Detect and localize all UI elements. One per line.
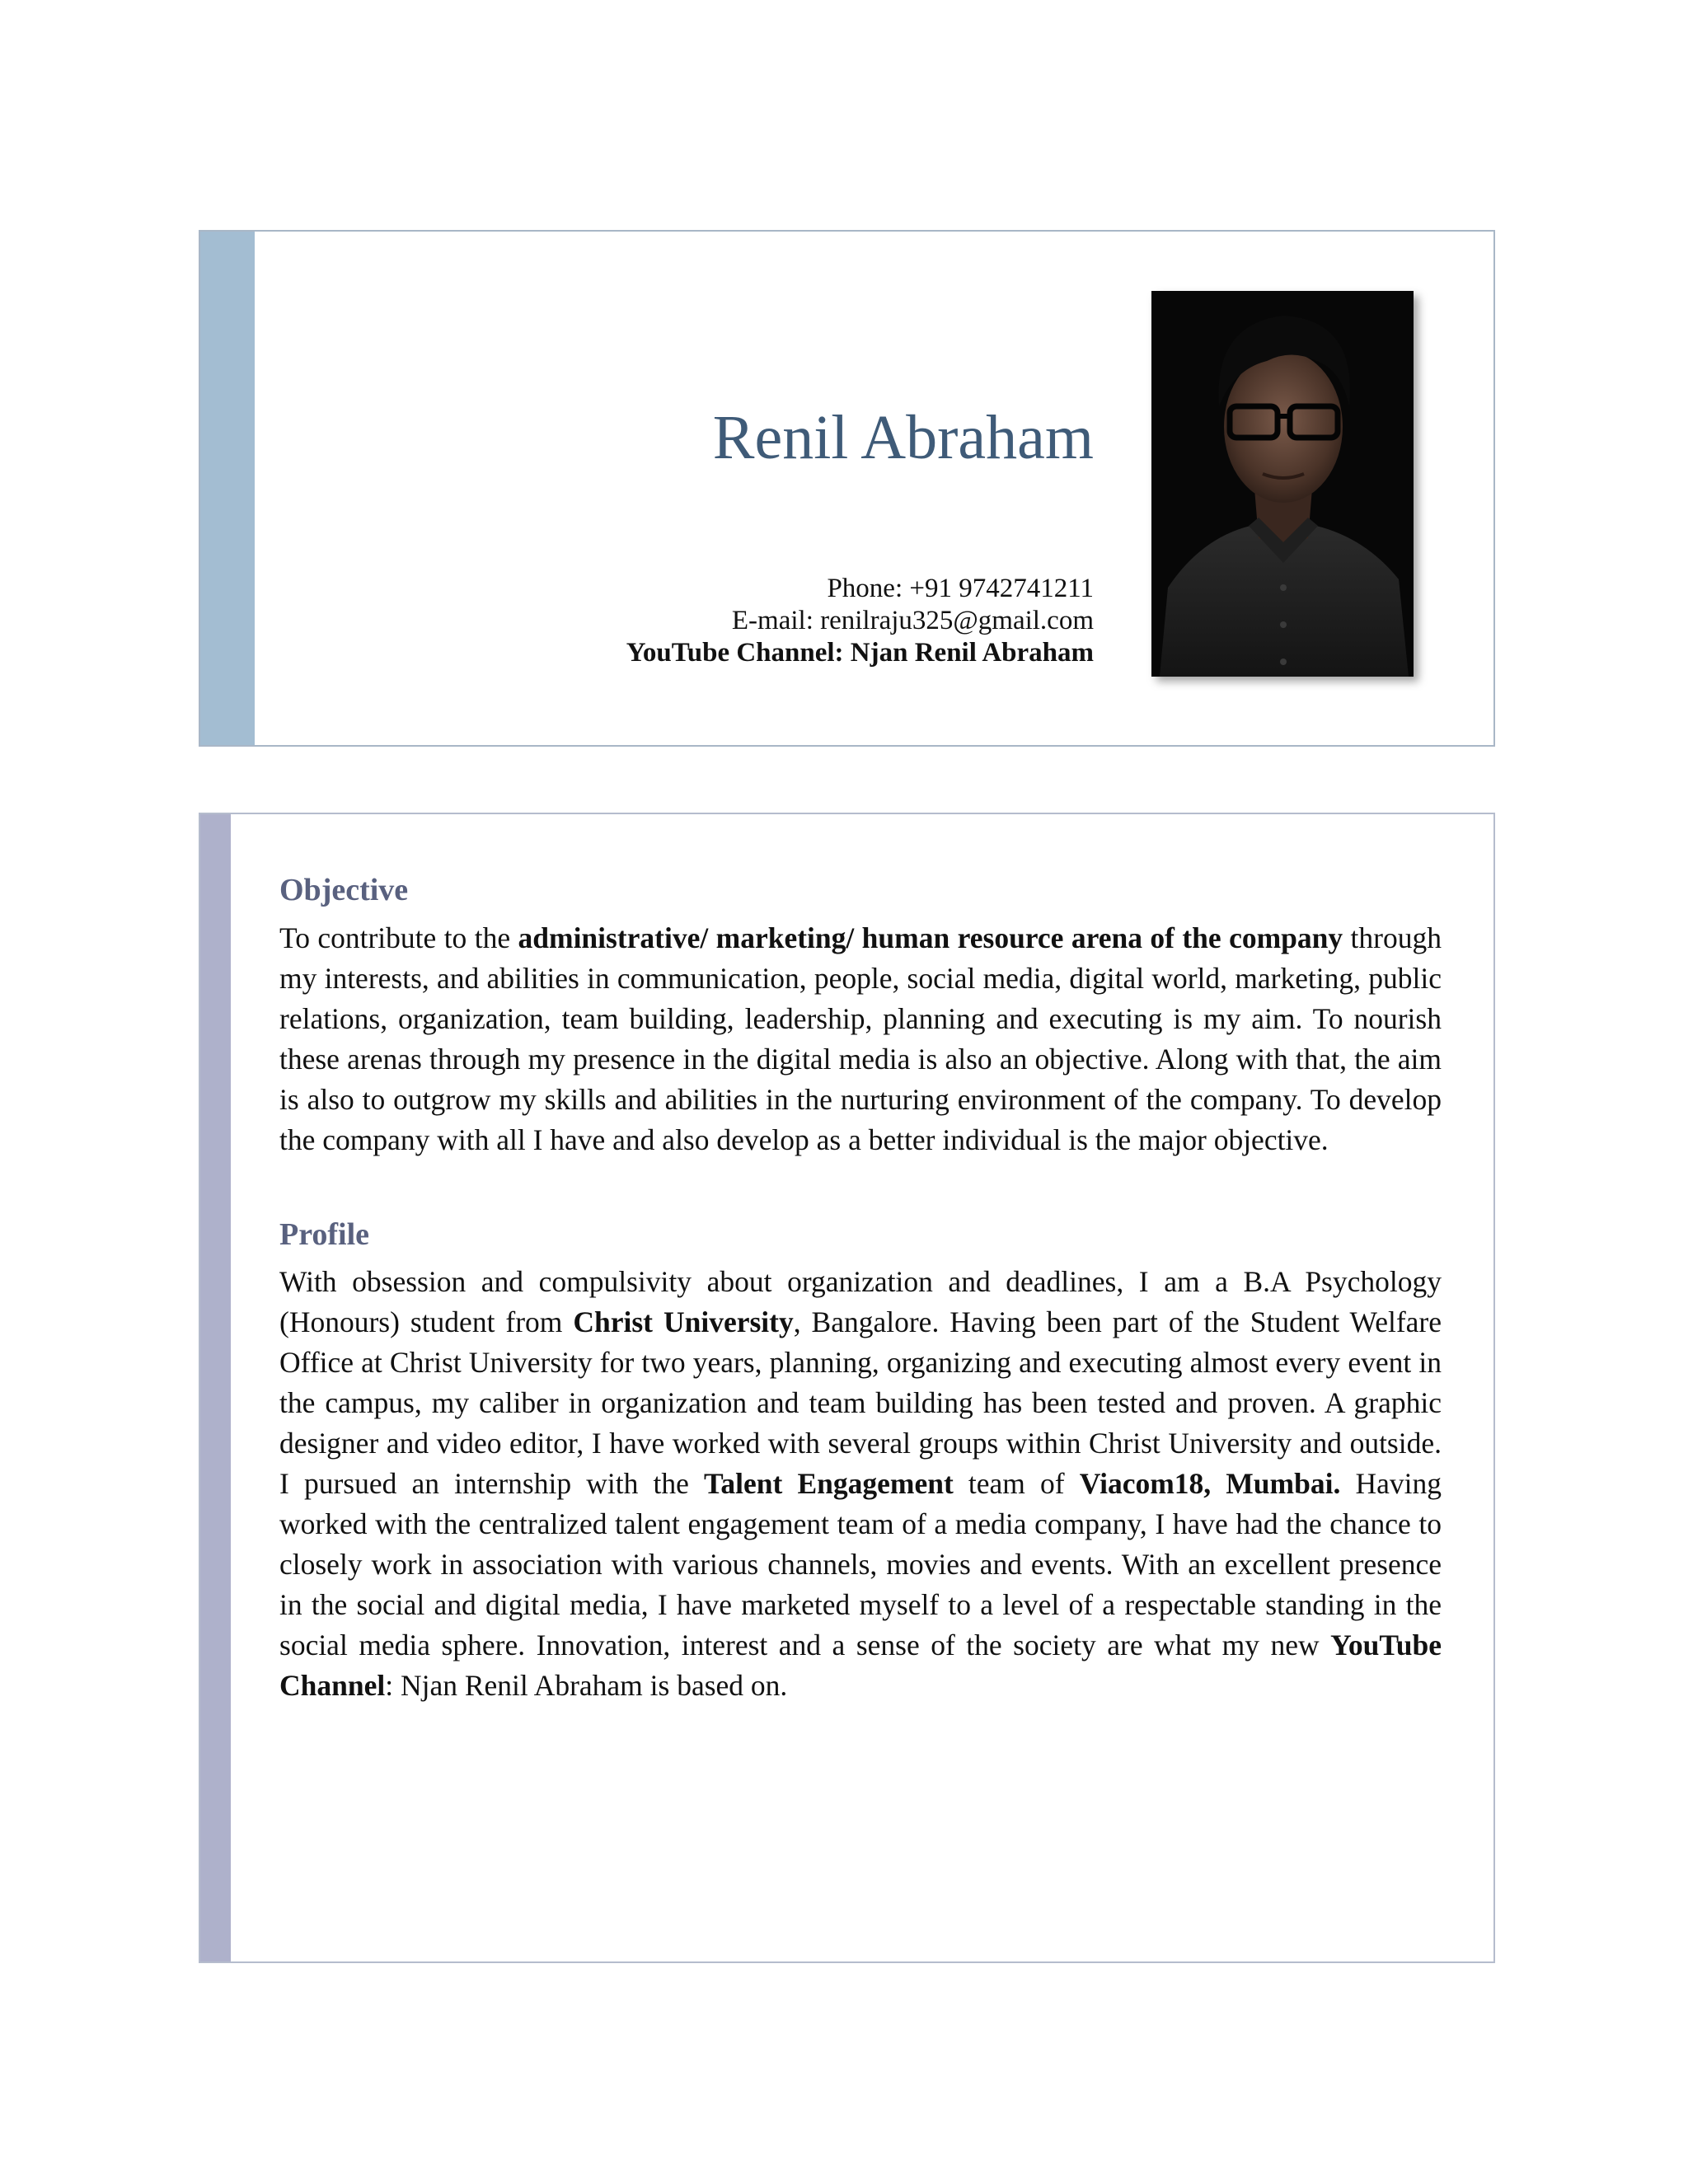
profile-text-3: team of bbox=[953, 1467, 1080, 1501]
youtube-line: YouTube Channel: Njan Renil Abraham bbox=[626, 638, 1094, 668]
profile-paragraph bbox=[279, 1262, 1442, 1706]
email-line: E-mail: renilraju325@gmail.com bbox=[731, 606, 1094, 635]
profile-bold-4: YouTube Channel bbox=[279, 1629, 1442, 1703]
content bbox=[279, 872, 1442, 1706]
phone-line: Phone: +91 9742741211 bbox=[827, 574, 1094, 603]
objective-title: Objective bbox=[279, 873, 409, 907]
profile-text-4: Having worked with the centralized talent engagement team of a media company, I have had the chance to closely work in association with various channels, movies and events. With an excellent presence in the social and digital media, I have marketed myself to a level of a respectable standing in the social media sphere. Innovation, interest and a sense of the society are what my new bbox=[279, 1467, 1442, 1662]
contact-block bbox=[626, 573, 1094, 669]
profile-text-1: With obsession and compulsivity about organization and deadlines, I am a B.A Psychology (Honours) student from bbox=[279, 1265, 1442, 1339]
profile-bold-2: Talent Engagement bbox=[703, 1467, 954, 1501]
candidate-name: Renil Abraham bbox=[712, 403, 1094, 472]
profile-photo bbox=[1151, 291, 1414, 677]
profile-text-5: : Njan Renil Abraham is based on. bbox=[385, 1669, 788, 1703]
main-card bbox=[199, 813, 1495, 1963]
header-accent-bar bbox=[200, 232, 255, 745]
objective-text-2: through my interests, and abilities in communication, people, social media, digital world, marketing, public relations, organization, team building, leadership, planning and executing is my aim. To nourish these arenas through my presence in the digital media is also an objective. Along with that, the aim is also to outgrow my skills and abilities in the nurturing environment of the company. To develop the company with all I have and also develop as a better individual is the major objective. bbox=[279, 921, 1442, 1156]
profile-bold-3: Viacom18, Mumbai. bbox=[1079, 1467, 1341, 1501]
objective-text-1: To contribute to the bbox=[279, 921, 518, 954]
profile-bold-1: Christ University bbox=[573, 1305, 794, 1339]
objective-paragraph bbox=[279, 918, 1442, 1160]
objective-bold-1: administrative/ marketing/ human resource arena of the company bbox=[518, 921, 1343, 954]
profile-text-2: , Bangalore. Having been part of the Student Welfare Office at Christ University for two years, planning, organizing and executing almost every event in the campus, my caliber in organization and team building has been tested and proven. A graphic designer and video editor, I have worked with several groups within Christ University and outside. I pursued an internship with the bbox=[279, 1305, 1442, 1501]
header-card bbox=[199, 230, 1495, 747]
main-accent-bar bbox=[200, 814, 231, 1961]
profile-title: Profile bbox=[279, 1216, 370, 1252]
